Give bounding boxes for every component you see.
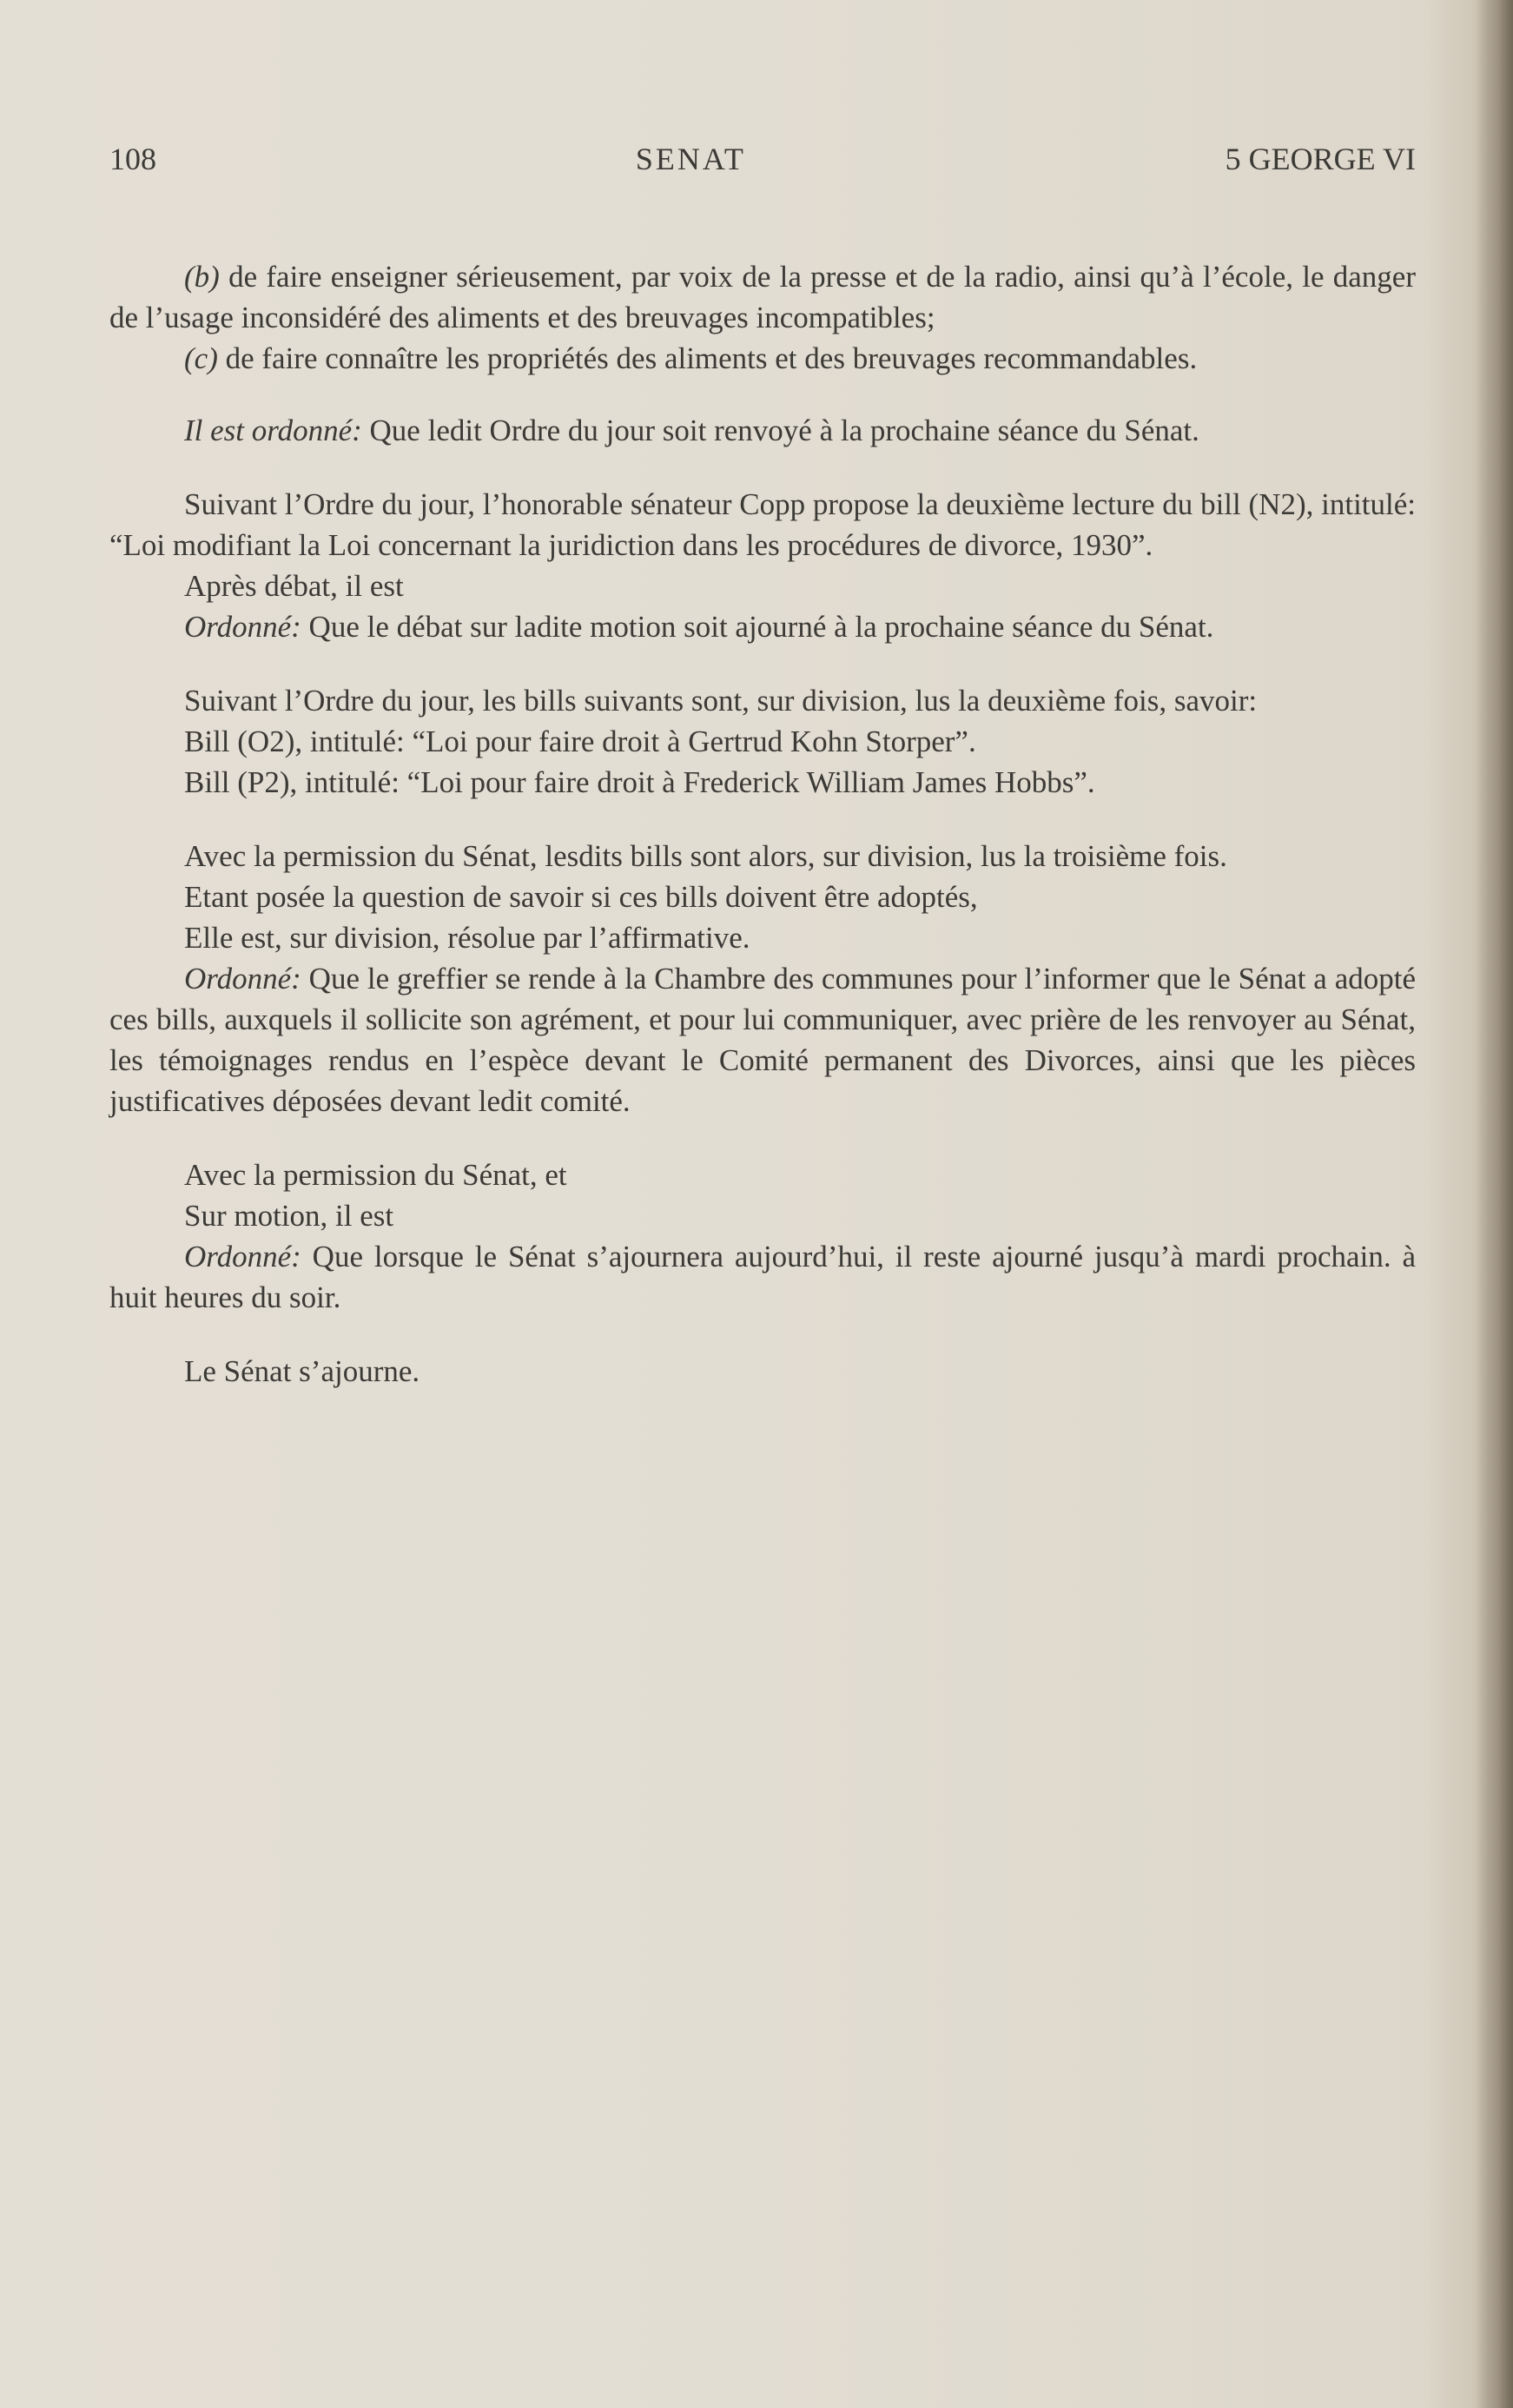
- running-header: [109, 139, 1416, 180]
- debate-paragraph: Après débat, il est: [184, 569, 404, 603]
- third-reading-paragraph: Avec la permission du Sénat, lesdits bills sont alors, sur division, lus la troisième fois.: [184, 839, 1227, 873]
- paragraph-c-text: de faire connaître les propriétés des aliments et des breuvages recommandables.: [217, 341, 1198, 375]
- order-paragraph-3: [109, 958, 1416, 1121]
- permission-paragraph: Avec la permission du Sénat, et: [184, 1158, 567, 1192]
- motion-paragraph: Sur motion, il est: [184, 1199, 394, 1233]
- page-text: [109, 139, 1416, 1392]
- order-paragraph-4: [109, 1236, 1416, 1318]
- bills-intro-paragraph: Suivant l’Ordre du jour, les bills suivants sont, sur division, lus la deuxième fois, savoir:: [184, 684, 1258, 718]
- item-label-c: (c): [184, 341, 218, 375]
- regnal-year: 5 GEORGE VI: [1225, 142, 1416, 176]
- page-edge-shadow: [1475, 0, 1513, 2408]
- paragraph-b: [109, 256, 1416, 338]
- order-label-3: Ordonné:: [184, 962, 301, 996]
- bill-o2-paragraph: Bill (O2), intitulé: “Loi pour faire droit à Gertrud Kohn Storper”.: [184, 724, 976, 758]
- resolved-paragraph: Elle est, sur division, résolue par l’affirmative.: [184, 921, 750, 955]
- adjourn-paragraph: Le Sénat s’ajourne.: [184, 1354, 420, 1388]
- order-paragraph-1: [109, 410, 1416, 451]
- order-text-3: Que le greffier se rende à la Chambre des communes pour l’informer que le Sénat a adopté ces bills, auxquels il sollicite son agrément, et pour lui communiquer, avec prière de les renvoyer au Sénat, les témoignages rendus en l’espèce devant le Comité permanent des Divorces, ainsi que les pièces justificatives déposées devant ledit comité.: [109, 962, 1416, 1118]
- order-text-1: Que ledit Ordre du jour soit renvoyé à la prochaine séance du Sénat.: [361, 413, 1199, 447]
- order-paragraph-2: [109, 606, 1416, 647]
- copp-motion-paragraph: Suivant l’Ordre du jour, l’honorable sénateur Copp propose la deuxième lecture du bill (N2), intitulé: “Loi modifiant la Loi concernant la juridiction dans les procédures de divorce, 1930”.: [109, 487, 1416, 562]
- header-title: SENAT: [635, 142, 746, 176]
- paragraph-b-text: de faire enseigner sérieusement, par voix de la presse et de la radio, ainsi qu’à l’école, le danger de l’usage inconsidéré des aliments et des breuvages incompatibles;: [109, 260, 1416, 334]
- order-text-4: Que lorsque le Sénat s’ajournera aujourd’hui, il reste ajourné jusqu’à mardi prochain. à huit heures du soir.: [109, 1240, 1416, 1314]
- item-label-b: (b): [184, 260, 220, 294]
- page-number: 108: [109, 142, 156, 176]
- bill-p2-paragraph: Bill (P2), intitulé: “Loi pour faire droit à Frederick William James Hobbs”.: [184, 765, 1095, 799]
- question-paragraph: Etant posée la question de savoir si ces bills doivent être adoptés,: [184, 880, 978, 914]
- order-text-2: Que le débat sur ladite motion soit ajourné à la prochaine séance du Sénat.: [301, 610, 1214, 644]
- paragraph-c: [109, 338, 1416, 379]
- order-label-1: Il est ordonné:: [184, 413, 362, 447]
- order-label-2: Ordonné:: [184, 610, 301, 644]
- order-label-4: Ordonné:: [184, 1240, 301, 1273]
